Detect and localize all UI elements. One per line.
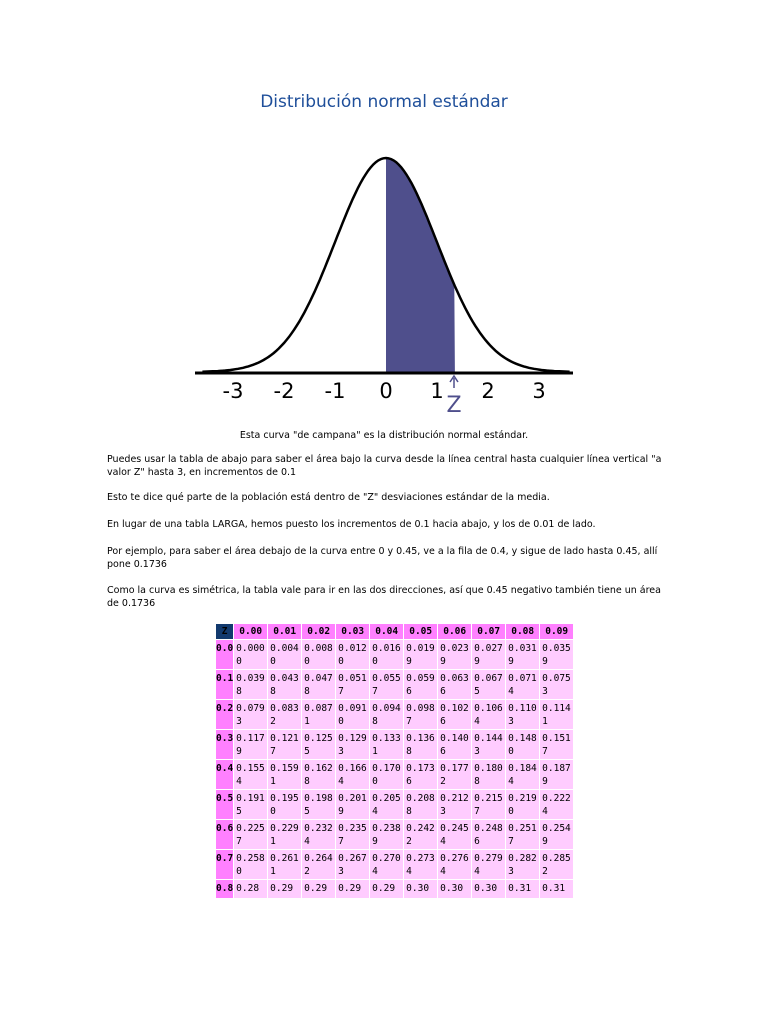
z-table-cell: 0.2257 [234, 820, 268, 850]
z-table-col-header: 0.09 [540, 624, 574, 640]
z-table-cell: 0.0596 [404, 670, 438, 700]
z-table-cell: 0.0871 [302, 700, 336, 730]
z-table-cell: 0.1255 [302, 730, 336, 760]
z-table-col-header: 0.02 [302, 624, 336, 640]
table-row [216, 820, 574, 850]
z-table-cell: 0.2088 [404, 790, 438, 820]
z-table-cell: 0.2734 [404, 850, 438, 880]
axis-tick-label: -3 [222, 379, 244, 403]
z-table-cell: 0.1103 [506, 700, 540, 730]
z-table-cell: 0.29 [336, 880, 370, 899]
z-table-row-label: 0.3 [216, 730, 234, 760]
z-table-cell: 0.1808 [472, 760, 506, 790]
table-row [216, 730, 574, 760]
z-table-row-label: 0.1 [216, 670, 234, 700]
z-table-cell: 0.0478 [302, 670, 336, 700]
axis-tick-label: 3 [532, 379, 546, 403]
z-table-cell: 0.29 [268, 880, 302, 899]
z-table-cell: 0.0675 [472, 670, 506, 700]
z-table-cell: 0.0000 [234, 640, 268, 670]
z-table-cell: 0.1554 [234, 760, 268, 790]
z-table-col-header: 0.01 [268, 624, 302, 640]
z-table-col-header: 0.06 [438, 624, 472, 640]
z-table-cell: 0.2704 [370, 850, 404, 880]
z-label: Z [446, 393, 462, 418]
z-table-cell: 0.2291 [268, 820, 302, 850]
z-table-cell: 0.0359 [540, 640, 574, 670]
z-table-cell: 0.1293 [336, 730, 370, 760]
z-table-cell: 0.1026 [438, 700, 472, 730]
z-table-col-header: 0.04 [370, 624, 404, 640]
z-table-col-header: 0.08 [506, 624, 540, 640]
z-table-cell: 0.2549 [540, 820, 574, 850]
z-table-col-header: 0.05 [404, 624, 438, 640]
z-table-cell: 0.2123 [438, 790, 472, 820]
z-table-cell: 0.2764 [438, 850, 472, 880]
z-table-cell: 0.1985 [302, 790, 336, 820]
axis-tick-label: -2 [273, 379, 295, 403]
table-row [216, 880, 574, 899]
axis-tick-label: -1 [324, 379, 346, 403]
z-table-cell: 0.1736 [404, 760, 438, 790]
z-table-body [216, 640, 574, 899]
z-table-cell: 0.0120 [336, 640, 370, 670]
z-table-cell: 0.1628 [302, 760, 336, 790]
z-table-cell: 0.1179 [234, 730, 268, 760]
z-table-cell: 0.2054 [370, 790, 404, 820]
z-table-cell: 0.30 [404, 880, 438, 899]
z-table-cell: 0.1844 [506, 760, 540, 790]
z-table-cell: 0.0080 [302, 640, 336, 670]
z-table-cell: 0.1331 [370, 730, 404, 760]
z-table-cell: 0.1772 [438, 760, 472, 790]
z-table-cell: 0.1443 [472, 730, 506, 760]
bell-curve-figure [190, 150, 580, 420]
z-table-col-header: 0.03 [336, 624, 370, 640]
axis-tick-label: 2 [481, 379, 495, 403]
z-table-cell: 0.0239 [438, 640, 472, 670]
z-table-cell: 0.1950 [268, 790, 302, 820]
z-table-row-label: 0.7 [216, 850, 234, 880]
paragraph-1: Puedes usar la tabla de abajo para saber el área bajo la curva desde la línea central hasta cualquier línea vertical "a valor Z" hasta 3, en incrementos de 0.1 [107, 454, 662, 478]
table-row [216, 760, 574, 790]
z-table-cell: 0.0040 [268, 640, 302, 670]
z-table-corner: Z [216, 624, 234, 640]
z-table-cell: 0.0714 [506, 670, 540, 700]
z-table-cell: 0.0517 [336, 670, 370, 700]
z-table-cell: 0.2389 [370, 820, 404, 850]
z-table-cell: 0.0987 [404, 700, 438, 730]
z-table-cell: 0.2673 [336, 850, 370, 880]
paragraph-2: Esto te dice qué parte de la población está dentro de "Z" desviaciones estándar de la media. [107, 492, 550, 503]
z-table-cell: 0.31 [506, 880, 540, 899]
z-table-cell: 0.0160 [370, 640, 404, 670]
z-marker [446, 376, 461, 418]
z-table-cell: 0.30 [438, 880, 472, 899]
z-table-cell: 0.0948 [370, 700, 404, 730]
z-table-cell: 0.2642 [302, 850, 336, 880]
table-row [216, 670, 574, 700]
table-row [216, 640, 574, 670]
z-table-cell: 0.2486 [472, 820, 506, 850]
paragraph-4: Por ejemplo, para saber el área debajo de la curva entre 0 y 0.45, ve a la fila de 0.4, y sigue de lado hasta 0.45, allí pone 0.1736 [107, 546, 658, 570]
z-table-row-label: 0.0 [216, 640, 234, 670]
z-table-cell: 0.1517 [540, 730, 574, 760]
z-table-cell: 0.2823 [506, 850, 540, 880]
z-table-cell: 0.31 [540, 880, 574, 899]
z-table-cell: 0.28 [234, 880, 268, 899]
z-table-cell: 0.2019 [336, 790, 370, 820]
figure-caption: Esta curva "de campana" es la distribución normal estándar. [239, 430, 529, 441]
z-table-cell: 0.0636 [438, 670, 472, 700]
z-table-cell: 0.2224 [540, 790, 574, 820]
page-title: Distribución normal estándar [260, 92, 508, 112]
z-table-cell: 0.1480 [506, 730, 540, 760]
z-table-cell: 0.2190 [506, 790, 540, 820]
z-table-cell: 0.2794 [472, 850, 506, 880]
axis-ticks [223, 379, 546, 403]
paragraph-5: Como la curva es simétrica, la tabla vale para ir en las dos direcciones, así que 0.45 negativo también tiene un área de 0.1736 [107, 585, 661, 609]
z-table-cell: 0.2517 [506, 820, 540, 850]
z-table-cell: 0.1368 [404, 730, 438, 760]
z-table-cell: 0.0910 [336, 700, 370, 730]
z-table-cell: 0.2611 [268, 850, 302, 880]
z-table-cell: 0.2157 [472, 790, 506, 820]
z-table-cell: 0.1064 [472, 700, 506, 730]
table-row [216, 850, 574, 880]
z-table-cell: 0.1217 [268, 730, 302, 760]
z-table-cell: 0.2454 [438, 820, 472, 850]
z-table-row-label: 0.8 [216, 880, 234, 899]
z-table-cell: 0.29 [370, 880, 404, 899]
table-row [216, 790, 574, 820]
z-table-cell: 0.1700 [370, 760, 404, 790]
z-table-cell: 0.0279 [472, 640, 506, 670]
z-table-row-label: 0.4 [216, 760, 234, 790]
axis-tick-label: 0 [379, 379, 393, 403]
z-table-cell: 0.30 [472, 880, 506, 899]
z-table-cell: 0.0199 [404, 640, 438, 670]
z-table-cell: 0.2324 [302, 820, 336, 850]
table-row [216, 700, 574, 730]
z-table-cell: 0.0438 [268, 670, 302, 700]
z-table-cell: 0.0793 [234, 700, 268, 730]
z-table-cell: 0.2357 [336, 820, 370, 850]
z-table [215, 623, 574, 899]
z-table-cell: 0.29 [302, 880, 336, 899]
paragraph-3: En lugar de una tabla LARGA, hemos puesto los incrementos de 0.1 hacia abajo, y los de 0.01 de lado. [107, 519, 596, 530]
z-table-row-label: 0.5 [216, 790, 234, 820]
z-table-cell: 0.1406 [438, 730, 472, 760]
z-table-cell: 0.0753 [540, 670, 574, 700]
z-table-cell: 0.2422 [404, 820, 438, 850]
z-table-cell: 0.0398 [234, 670, 268, 700]
z-table-cell: 0.1915 [234, 790, 268, 820]
z-table-row-label: 0.2 [216, 700, 234, 730]
axis-tick-label: 1 [430, 379, 444, 403]
z-table-cell: 0.0557 [370, 670, 404, 700]
z-table-col-header: 0.07 [472, 624, 506, 640]
z-table-cell: 0.1591 [268, 760, 302, 790]
z-table-col-header: 0.00 [234, 624, 268, 640]
z-table-header-row [216, 624, 574, 640]
z-table-cell: 0.0832 [268, 700, 302, 730]
z-table-cell: 0.2852 [540, 850, 574, 880]
shaded-area [386, 158, 455, 372]
z-table-cell: 0.2580 [234, 850, 268, 880]
z-table-cell: 0.0319 [506, 640, 540, 670]
z-table-cell: 0.1879 [540, 760, 574, 790]
z-table-row-label: 0.6 [216, 820, 234, 850]
z-table-cell: 0.1141 [540, 700, 574, 730]
z-table-cell: 0.1664 [336, 760, 370, 790]
